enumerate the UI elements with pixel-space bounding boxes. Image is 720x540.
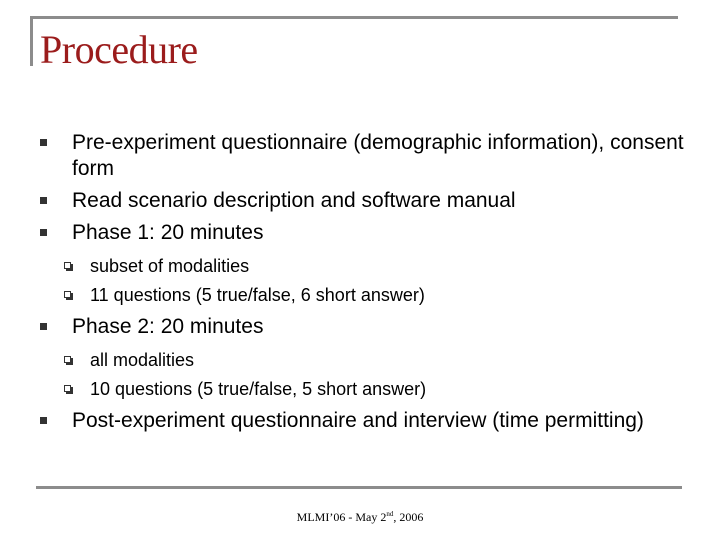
footer-text-prefix: MLMI’06 - May 2: [296, 510, 387, 524]
hollow-square-bullet-icon: [64, 291, 71, 298]
sub-bullet-text: subset of modalities: [90, 256, 250, 276]
bullet-text: Read scenario description and software manual: [72, 189, 516, 212]
slide-footer: [0, 510, 720, 525]
bullet-item: [40, 220, 700, 246]
hollow-square-bullet-icon: [64, 262, 71, 269]
square-bullet-icon: [40, 323, 47, 330]
footer-text-suffix: , 2006: [393, 510, 424, 524]
slide-title: Procedure: [40, 27, 198, 72]
footer-ordinal-suffix: nd: [386, 510, 394, 518]
sub-bullet-text: 11 questions (5 true/false, 6 short answer): [90, 285, 425, 305]
title-frame-top-rule: [30, 16, 678, 19]
square-bullet-icon: [40, 197, 47, 204]
sub-bullet-list: [64, 346, 700, 404]
sub-bullet-item: [64, 252, 700, 281]
bullet-item: [40, 314, 700, 340]
title-frame-left-rule: [30, 16, 33, 66]
sub-bullet-text: all modalities: [90, 350, 195, 370]
bullet-list: [40, 130, 700, 440]
bullet-item: [40, 130, 700, 182]
bullet-item: [40, 408, 700, 434]
footer-rule: [36, 486, 682, 489]
bullet-text: Pre-experiment questionnaire (demographic information), consent form: [72, 131, 684, 180]
sub-bullet-item: [64, 281, 700, 310]
sub-bullet-item: [64, 375, 700, 404]
sub-bullet-text: 10 questions (5 true/false, 5 short answer): [90, 379, 427, 399]
square-bullet-icon: [40, 139, 47, 146]
sub-bullet-list: [64, 252, 700, 310]
sub-bullet-item: [64, 346, 700, 375]
hollow-square-bullet-icon: [64, 385, 71, 392]
bullet-text: Phase 2: 20 minutes: [72, 315, 264, 338]
square-bullet-icon: [40, 417, 47, 424]
hollow-square-bullet-icon: [64, 356, 71, 363]
bullet-text: Phase 1: 20 minutes: [72, 221, 264, 244]
sub-bullet-group: [40, 346, 700, 404]
sub-bullet-group: [40, 252, 700, 310]
bullet-text: Post-experiment questionnaire and interview (time permitting): [72, 409, 644, 432]
bullet-item: [40, 188, 700, 214]
square-bullet-icon: [40, 229, 47, 236]
